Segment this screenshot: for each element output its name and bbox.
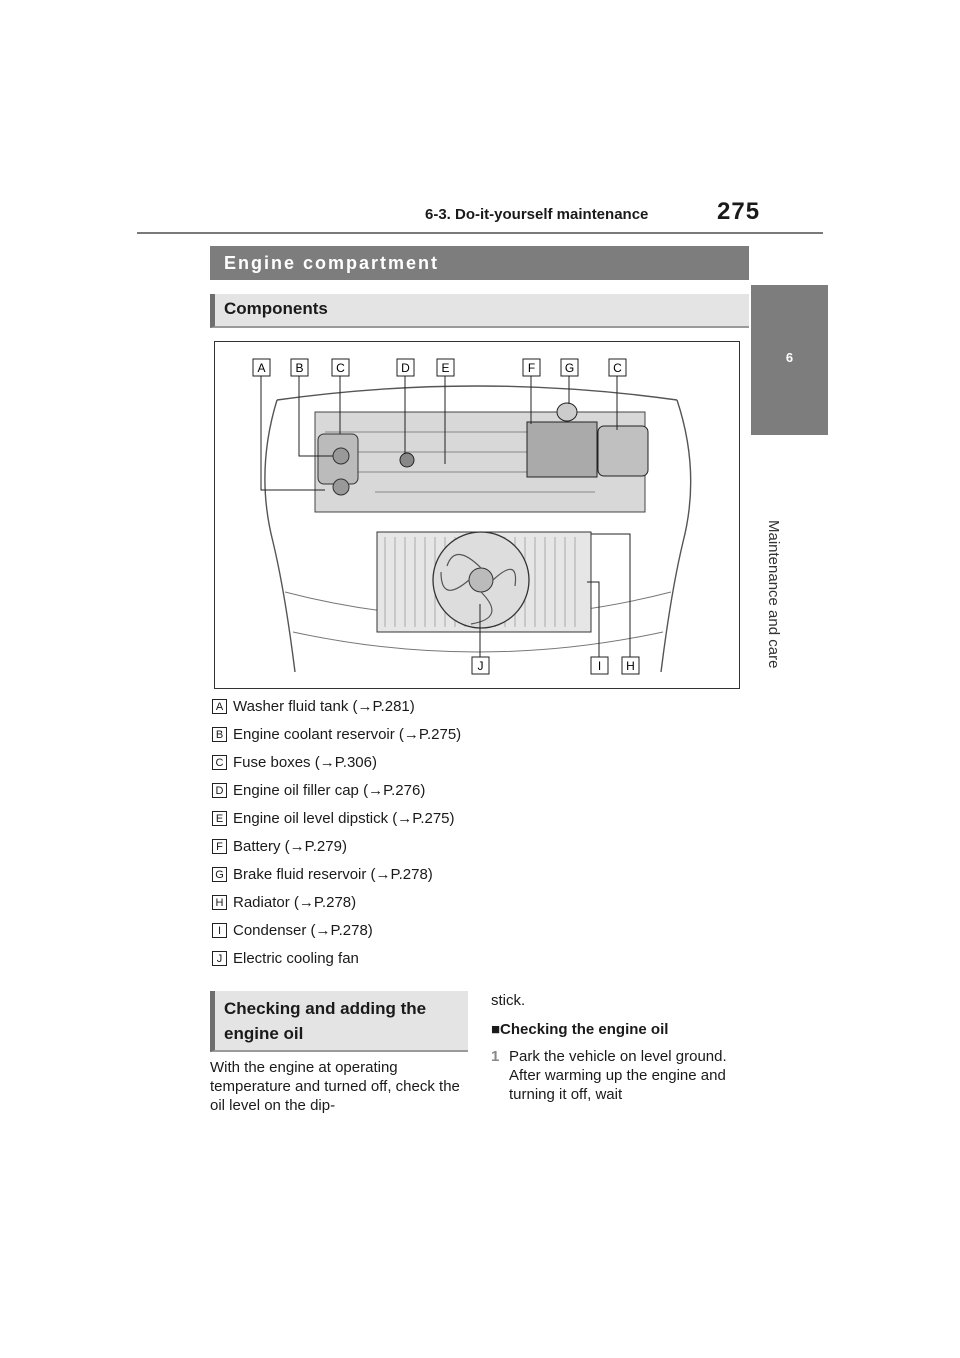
callout-c2: C — [613, 361, 622, 375]
step-number: 1 — [491, 1048, 500, 1065]
callout-a: A — [257, 361, 266, 375]
legend-text: Engine oil filler cap (→P.276) — [233, 781, 426, 799]
legend-item-h — [212, 892, 356, 912]
callout-g: G — [564, 361, 575, 375]
legend-text: Washer fluid tank (→P.281) — [233, 697, 415, 715]
header-section-title: 6-3. Do-it-yourself maintenance — [425, 206, 649, 223]
legend-item-e — [212, 808, 455, 828]
step-text: Park the vehicle on level ground. After warming up the engine and turning it off, wait — [509, 1048, 727, 1103]
legend-key: C — [212, 755, 227, 770]
chapter-title-vertical — [762, 520, 802, 860]
callout-h: H — [626, 659, 635, 673]
chapter-title: Maintenance and care — [765, 520, 782, 669]
callout-j: J — [477, 659, 484, 673]
legend-item-b — [212, 724, 461, 744]
legend-text: Engine coolant reservoir (→P.275) — [233, 725, 462, 743]
legend-item-g — [212, 864, 433, 884]
legend-text: Electric cooling fan — [233, 949, 359, 967]
oil-check-heading — [210, 991, 468, 1052]
legend-key: E — [212, 811, 227, 826]
legend-key: F — [212, 839, 227, 854]
legend-item-f — [212, 836, 347, 856]
legend-text: Battery (→P.279) — [233, 837, 347, 855]
callout-d: D — [401, 361, 410, 375]
oil-heading-line1: Checking and adding the — [224, 999, 427, 1018]
legend-item-a — [212, 696, 415, 716]
legend-text: Fuse boxes (→P.306) — [233, 753, 377, 771]
callout-f: F — [527, 361, 536, 375]
callout-b: B — [295, 361, 304, 375]
oil-check-paragraph: With the engine at operating temperature and turned off, check the oil level on the dip- — [210, 1059, 460, 1114]
callout-row-top — [253, 359, 626, 376]
legend-item-i — [212, 920, 373, 940]
chapter-number: 6 — [785, 350, 794, 365]
legend-text: Brake fluid reservoir (→P.278) — [233, 865, 433, 883]
header-rule — [137, 232, 823, 234]
components-heading: Components — [210, 294, 749, 328]
checking-oil-subheading: ■Checking the engine oil — [491, 1021, 669, 1038]
legend-item-c — [212, 752, 377, 772]
callout-c: C — [336, 361, 345, 375]
legend-text: Radiator (→P.278) — [233, 893, 357, 911]
legend-text: Engine oil level dipstick (→P.275) — [233, 809, 455, 827]
callout-row-bottom — [472, 657, 639, 674]
legend-key: J — [212, 951, 227, 966]
legend-item-j — [212, 948, 359, 968]
legend-item-d — [212, 780, 425, 800]
continued-text: stick. — [491, 992, 526, 1009]
callout-e: E — [441, 361, 450, 375]
legend-key: H — [212, 895, 227, 910]
page-number: 275 — [717, 198, 761, 225]
legend-key: A — [212, 699, 227, 714]
oil-heading-line2: engine oil — [224, 1024, 304, 1043]
section-title-bar: Engine compartment — [210, 246, 749, 280]
legend-key: I — [212, 923, 227, 938]
engine-compartment-figure — [214, 341, 740, 689]
engine-illustration — [215, 342, 739, 688]
legend-key: D — [212, 783, 227, 798]
legend-text: Condenser (→P.278) — [233, 921, 373, 939]
legend-key: G — [212, 867, 227, 882]
legend-key: B — [212, 727, 227, 742]
callout-i: I — [597, 659, 602, 673]
